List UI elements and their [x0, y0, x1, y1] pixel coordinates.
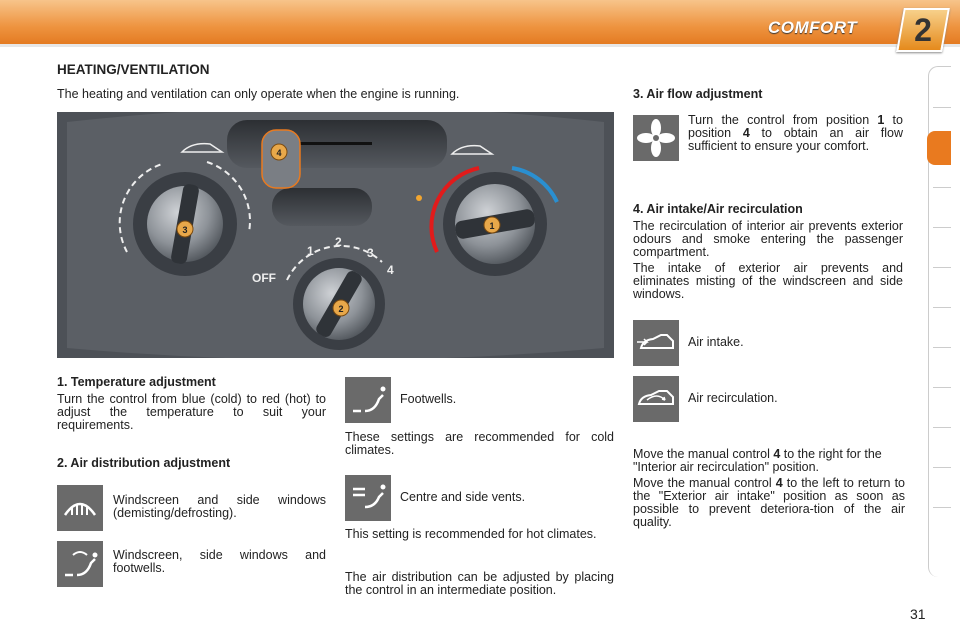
- tab-divider: [933, 427, 951, 428]
- photo-label-3: 3: [182, 225, 188, 235]
- tab-divider: [933, 467, 951, 468]
- control-panel-photo: [57, 112, 614, 358]
- photo-off-label: OFF: [252, 271, 276, 285]
- tab-divider: [933, 267, 951, 268]
- header-divider: [0, 44, 960, 47]
- intermediate-text: The air distribution can be adjusted by placing the control in an intermediate position.: [345, 570, 614, 597]
- tab-divider: [933, 347, 951, 348]
- car-recirculation-icon: [633, 376, 679, 422]
- flow-text: [688, 114, 903, 153]
- move-right-control: 4: [773, 447, 781, 461]
- flow-position-1: 1: [877, 113, 885, 127]
- flow-text-b: to position: [688, 113, 903, 140]
- photo-speed-4: 4: [387, 263, 394, 277]
- tab-divider: [933, 387, 951, 388]
- fan-icon: [633, 115, 679, 161]
- intro-text: The heating and ventilation can only operate when the engine is running.: [57, 87, 460, 101]
- temp-heading: 1. Temperature adjustment: [57, 375, 216, 389]
- move-left-a: Move the manual control: [633, 476, 776, 490]
- flow-text-c: to obtain an air flow sufficient to ensure your comfort.: [688, 126, 903, 153]
- photo-label-4: 4: [276, 148, 282, 158]
- intake-para-1: The recirculation of interior air prevents exterior odours and smoke entering the passenger compartment.: [633, 219, 903, 259]
- intake-heading: 4. Air intake/Air recirculation: [633, 202, 803, 216]
- tab-divider: [933, 187, 951, 188]
- active-chapter-tab: [927, 131, 951, 165]
- windscreen-text: Windscreen and side windows (demisting/defrosting).: [113, 493, 326, 520]
- flow-text-a: Turn the control from position: [688, 113, 878, 127]
- face-vent-icon: [345, 475, 391, 521]
- move-left-text: [633, 477, 905, 529]
- air-dist-heading: 2. Air distribution adjustment: [57, 456, 231, 470]
- page-number: 31: [910, 606, 926, 622]
- defrost-icon: [57, 485, 103, 531]
- photo-speed-2: 2: [335, 235, 342, 249]
- move-right-text: [633, 448, 905, 474]
- move-left-control: 4: [775, 476, 783, 490]
- windscreen-footwell-icon: [57, 541, 103, 587]
- car-air-intake-icon: [633, 320, 679, 366]
- air-recirc-label: Air recirculation.: [688, 391, 778, 405]
- chapter-number: 2: [914, 12, 932, 48]
- chapter-side-tabs: [928, 66, 951, 577]
- chapter-badge: [896, 8, 950, 52]
- move-left-b: to the left to return to the "Exterior air intake" position as soon as possible to prevent deteriora-tion of the air quality.: [633, 476, 905, 529]
- photo-speed-3: 3: [367, 246, 374, 260]
- control-panel-illustration: [57, 112, 614, 358]
- windscreen-feet-text: Windscreen, side windows and footwells.: [113, 548, 326, 575]
- page-title: HEATING/VENTILATION: [57, 62, 210, 77]
- header-title: COMFORT: [768, 18, 858, 37]
- tab-divider: [933, 227, 951, 228]
- air-intake-label: Air intake.: [688, 335, 744, 349]
- flow-heading: 3. Air flow adjustment: [633, 87, 763, 101]
- footwells-text: Footwells.: [400, 392, 457, 406]
- cold-climate-text: These settings are recommended for cold climates.: [345, 430, 614, 457]
- tab-divider: [933, 307, 951, 308]
- footwell-icon: [345, 377, 391, 423]
- centre-vents-text: Centre and side vents.: [400, 490, 526, 504]
- flow-position-4: 4: [742, 126, 750, 140]
- hot-climate-text: This setting is recommended for hot climates.: [345, 527, 597, 541]
- photo-speed-1: 1: [307, 244, 314, 258]
- move-right-a: Move the manual control: [633, 447, 774, 461]
- temp-text: Turn the control from blue (cold) to red (hot) to adjust the temperature to suit your requirements.: [57, 392, 326, 432]
- move-right-b: to the right for the "Interior air recirculation" position.: [633, 447, 882, 474]
- photo-label-2: 2: [338, 304, 344, 314]
- intake-para-2: The intake of exterior air prevents and eliminates misting of the windscreen and side windows.: [633, 261, 903, 301]
- photo-label-1: 1: [489, 221, 495, 231]
- tab-divider: [933, 107, 951, 108]
- tab-divider: [933, 507, 951, 508]
